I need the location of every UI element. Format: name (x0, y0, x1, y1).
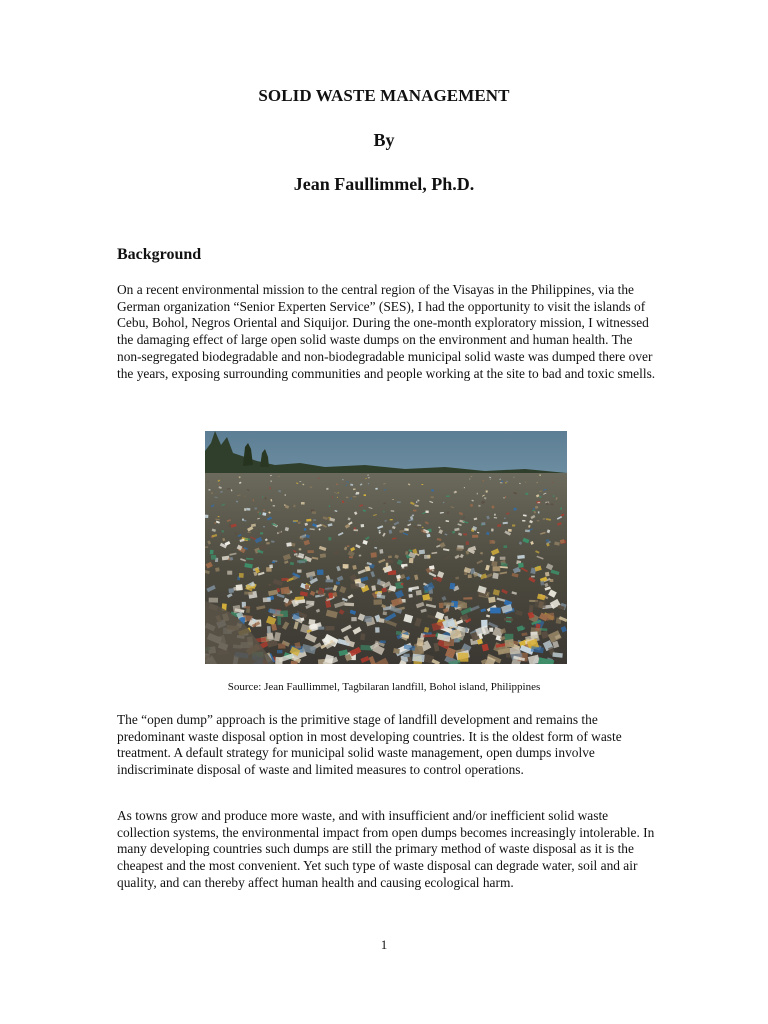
debris-fragment (308, 550, 314, 553)
debris-fragment (449, 583, 455, 590)
debris-fragment (267, 626, 271, 633)
debris-fragment (538, 502, 541, 503)
debris-fragment (531, 576, 535, 578)
debris-fragment (349, 556, 353, 558)
debris-fragment (539, 496, 541, 498)
debris-fragment (512, 524, 515, 526)
debris-fragment (210, 550, 214, 555)
debris-fragment (371, 585, 376, 591)
debris-fragment (227, 488, 230, 489)
debris-fragment (383, 611, 387, 615)
debris-fragment (280, 587, 289, 594)
debris-fragment (412, 654, 425, 662)
debris-fragment (406, 527, 408, 529)
debris-fragment (244, 592, 252, 595)
debris-fragment (347, 545, 350, 546)
debris-fragment (408, 594, 412, 598)
debris-fragment (508, 529, 512, 532)
debris-fragment (317, 569, 323, 575)
debris-fragment (494, 514, 496, 516)
debris-fragment (538, 511, 540, 513)
debris-fragment (550, 503, 553, 505)
debris-fragment (361, 524, 365, 527)
debris-fragment (356, 492, 359, 494)
debris-fragment (377, 579, 380, 585)
debris-fragment (320, 553, 326, 558)
debris-fragment (540, 581, 544, 586)
debris-fragment (486, 490, 488, 492)
debris-fragment (233, 605, 241, 613)
debris-fragment (379, 549, 383, 554)
debris-fragment (286, 542, 292, 547)
debris-fragment (297, 570, 301, 573)
debris-fragment (364, 616, 371, 622)
debris-fragment (278, 643, 285, 648)
debris-fragment (490, 479, 491, 480)
debris-fragment (332, 497, 333, 498)
debris-fragment (491, 561, 497, 567)
debris-fragment (336, 581, 340, 584)
debris-fragment (504, 639, 514, 648)
debris-fragment (208, 489, 210, 490)
landfill-photo-image (205, 431, 567, 664)
debris-fragment (242, 519, 244, 521)
debris-fragment (266, 542, 270, 545)
debris-fragment (425, 511, 428, 513)
debris-fragment (380, 640, 386, 643)
debris-fragment (375, 627, 380, 633)
debris-fragment (239, 573, 244, 578)
debris-fragment (490, 608, 501, 614)
debris-fragment (491, 528, 494, 531)
debris-fragment (416, 590, 422, 596)
paragraph-3: As towns grow and produce more waste, and with insufficient and/or inefficient solid waste collection systems, the environmental impact from open dumps becomes increasingly intolerable. In many developing countries such dumps are still the primary method of waste disposal as it is the cheapest and the most convenient. Yet such type of waste disposal can degrade water, soil and air quality, and can thereby affect human health and causing ecological harm. (117, 808, 655, 890)
paragraph-2: The “open dump” approach is the primitive stage of landfill development and remains the predominant waste disposal option in most developing countries. It is the oldest form of waste treatment. A default strategy for municipal solid waste management, open dumps involve indiscriminate disposal of waste and limited measures to control operations. (117, 712, 622, 778)
debris-fragment (546, 539, 550, 541)
debris-fragment (325, 626, 334, 631)
debris-fragment (215, 567, 220, 571)
debris-fragment (364, 494, 367, 496)
debris-fragment (329, 593, 333, 599)
debris-fragment (263, 597, 271, 602)
debris-fragment (464, 487, 465, 488)
byline-label: By (373, 130, 395, 150)
debris-fragment (273, 505, 275, 506)
debris-fragment (359, 555, 362, 557)
debris-fragment (277, 650, 282, 653)
debris-fragment (431, 489, 434, 491)
debris-fragment (423, 634, 436, 637)
page-number: 1 (380, 937, 388, 952)
debris-fragment (328, 537, 331, 541)
debris-fragment (443, 602, 454, 606)
debris-fragment (504, 618, 513, 621)
debris-fragment (488, 597, 496, 603)
debris-fragment (463, 597, 472, 600)
debris-fragment (456, 547, 463, 551)
debris-fragment (326, 579, 334, 582)
debris-fragment (489, 628, 493, 632)
debris-fragment (343, 564, 349, 568)
debris-fragment (492, 573, 498, 579)
debris-fragment (371, 552, 377, 557)
debris-fragment (388, 556, 392, 559)
debris-fragment (299, 548, 302, 550)
debris-fragment (205, 515, 208, 519)
debris-fragment (351, 617, 356, 621)
debris-fragment (260, 532, 263, 534)
debris-fragment (284, 494, 286, 496)
debris-fragment (277, 618, 281, 625)
debris-fragment (209, 598, 218, 603)
debris-fragment (472, 535, 478, 538)
figure-caption: Source: Jean Faullimmel, Tagbilaran landfill, Bohol island, Philippines (227, 681, 541, 693)
debris-fragment (374, 599, 383, 604)
debris-fragment (353, 496, 357, 497)
debris-fragment (447, 511, 449, 514)
debris-fragment (466, 541, 469, 545)
debris-fragment (518, 563, 524, 568)
debris-fragment (390, 519, 393, 520)
debris-fragment (505, 496, 506, 498)
debris-fragment (236, 584, 243, 591)
debris-fragment (360, 633, 365, 640)
debris-fragment (471, 476, 473, 477)
debris-fragment (318, 627, 324, 630)
debris-fragment (275, 657, 283, 664)
debris-fragment (211, 492, 213, 494)
debris-fragment (305, 585, 310, 590)
debris-fragment (312, 511, 316, 514)
debris-fragment (353, 488, 356, 490)
debris-fragment (254, 507, 257, 510)
debris-fragment (297, 560, 305, 563)
debris-fragment (413, 510, 416, 512)
debris-fragment (336, 484, 338, 485)
debris-fragment (510, 647, 521, 654)
debris-fragment (525, 530, 530, 533)
debris-fragment (367, 475, 369, 476)
debris-fragment (468, 574, 472, 578)
debris-fragment (205, 546, 208, 547)
debris-fragment (545, 572, 550, 577)
debris-fragment (344, 602, 354, 606)
document-title: SOLID WASTE MANAGEMENT (258, 86, 510, 105)
debris-fragment (404, 654, 410, 657)
debris-fragment (228, 588, 234, 593)
debris-fragment (560, 507, 562, 509)
debris-fragment (269, 564, 273, 568)
debris-fragment (553, 495, 555, 496)
debris-fragment (417, 638, 424, 647)
debris-fragment (417, 525, 421, 526)
debris-fragment (386, 563, 389, 568)
debris-fragment (313, 519, 316, 520)
debris-fragment (354, 529, 359, 531)
debris-fragment (263, 526, 265, 527)
debris-fragment (267, 633, 274, 640)
debris-fragment (424, 555, 430, 559)
debris-fragment (246, 608, 250, 613)
debris-fragment (463, 533, 467, 535)
debris-fragment (546, 613, 555, 621)
debris-fragment (500, 557, 506, 560)
debris-fragment (493, 566, 501, 571)
debris-fragment (503, 545, 507, 548)
debris-fragment (222, 530, 224, 532)
debris-fragment (259, 512, 261, 515)
debris-fragment (227, 571, 232, 575)
debris-fragment (524, 534, 527, 536)
debris-fragment (419, 550, 425, 555)
debris-fragment (211, 555, 217, 560)
author-name: Jean Faullimmel, Ph.D. (293, 174, 475, 194)
debris-fragment (383, 511, 385, 513)
debris-fragment (284, 504, 286, 505)
debris-fragment (379, 618, 385, 623)
debris-fragment (246, 508, 250, 511)
debris-fragment (489, 540, 494, 544)
debris-fragment (469, 479, 470, 480)
debris-fragment (271, 541, 275, 543)
debris-fragment (293, 520, 298, 522)
debris-fragment (433, 577, 437, 579)
debris-fragment (272, 561, 275, 563)
debris-fragment (301, 502, 305, 505)
debris-fragment (351, 583, 359, 589)
debris-fragment (477, 493, 478, 495)
debris-fragment (281, 578, 288, 581)
debris-fragment (375, 488, 378, 490)
debris-fragment (482, 522, 486, 525)
section-heading-background: Background (117, 246, 202, 263)
debris-fragment (439, 603, 444, 609)
debris-fragment (461, 603, 467, 609)
debris-fragment (404, 528, 409, 531)
paragraph-1: On a recent environmental mission to the central region of the Visayas in the Philippines, via the German organization “Senior Experten Service” (SES), I had the opportunity to visit the islands of Cebu, Bohol, Negros Oriental and Siquijor. During the one-month exploratory mission, I witnessed the damaging effect of large open solid waste dumps on the environment and human health. The non-segregated biodegradable and non-biodegradable municipal solid waste was dumped there over the years, exposing surrounding communities and people working at the site to bad and toxic smells. (117, 282, 656, 381)
debris-fragment (409, 558, 414, 564)
debris-fragment (318, 478, 319, 479)
debris-fragment (503, 497, 504, 499)
debris-fragment (478, 505, 480, 507)
debris-fragment (397, 501, 401, 502)
debris-fragment (497, 524, 501, 527)
debris-fragment (421, 484, 423, 485)
debris-fragment (248, 532, 251, 533)
landfill-photo (205, 431, 567, 664)
